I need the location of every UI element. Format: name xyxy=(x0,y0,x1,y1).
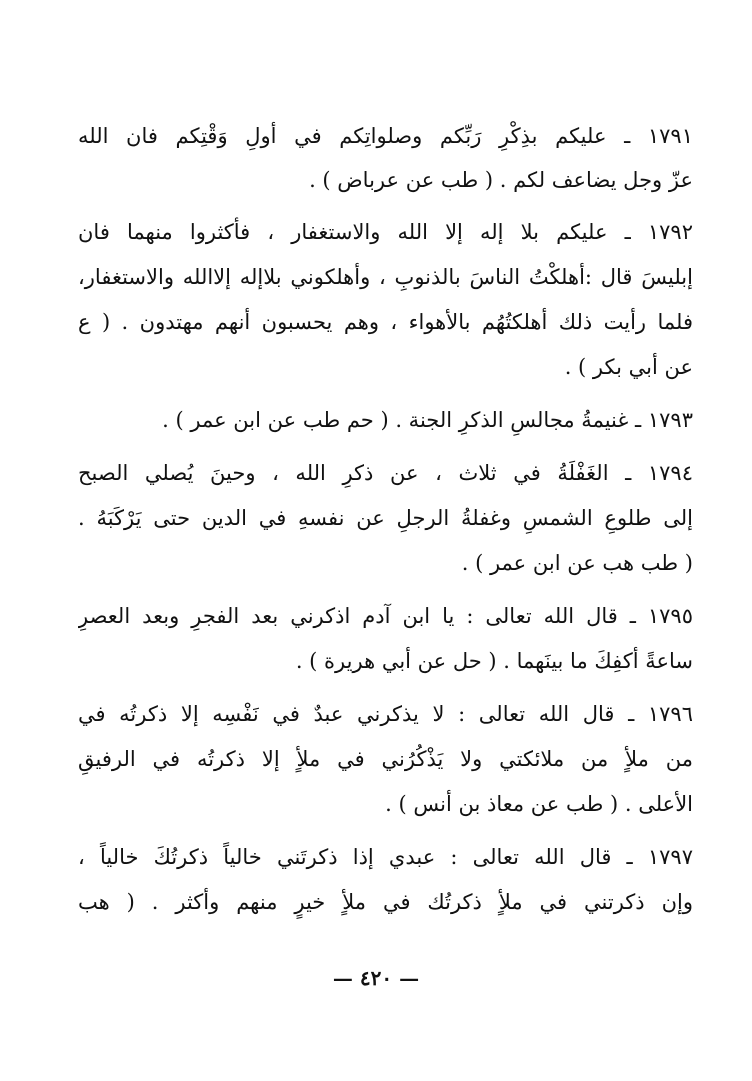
text-line: إلى طلوعِ الشمسِ وغفلةُ الرجلِ عن نفسهِ في الدين حتى يَرْكَبَهُ . xyxy=(78,506,693,530)
hadith-entry-1793 xyxy=(78,398,693,443)
text-line: ١٧٩٥ ـ قال الله تعالى : يا ابن آدم اذكرني بعد الفجرِ وبعد العصرِ xyxy=(78,604,693,628)
text-line: فلما رأيت ذلك أهلكتُهُم بالأهواء ، وهم يحسبون أنهم مهتدون . ( ع xyxy=(78,310,693,334)
hadith-entry-1797 xyxy=(78,835,693,925)
text-line: ١٧٩٤ ـ الغَفْلَةُ في ثلاث ، عن ذكرِ الله ، وحينَ يُصلي الصبح xyxy=(78,461,693,485)
text-line: ١٧٩٣ ـ غنيمةُ مجالسِ الذكرِ الجنة . ( حم طب عن ابن عمر ) . xyxy=(162,408,693,432)
text-line: ١٧٩١ ـ عليكم بذِكْرِ رَبِّكم وصلواتِكم في أولِ وَقْتِكم فان الله xyxy=(78,124,693,148)
hadith-entry-1791 xyxy=(78,114,693,202)
text-line: الأعلى . ( طب عن معاذ بن أنس ) . xyxy=(385,792,693,816)
text-line: ١٧٩٢ ـ عليكم بلا إله إلا الله والاستغفار ، فأكثروا منهما فان xyxy=(78,220,693,244)
text-line: ( طب هب عن ابن عمر ) . xyxy=(461,551,693,575)
text-line: ١٧٩٧ ـ قال الله تعالى : عبدي إذا ذكرتَني خالياً ذكرتُكَ خالياً ، xyxy=(78,845,693,869)
text-line: ١٧٩٦ ـ قال الله تعالى : لا يذكرني عبدٌ في نَفْسِه إلا ذكرتُه في xyxy=(78,702,693,726)
text-line: وإن ذكرتني في ملأٍ ذكرتُك في ملأٍ خيرٍ منهم وأكثر . ( هب xyxy=(78,890,693,914)
hadith-entry-1795 xyxy=(78,594,693,684)
hadith-entry-1796 xyxy=(78,692,693,827)
page-number: — ٤٢٠ — xyxy=(332,966,420,990)
text-line: من ملأٍ من ملائكتي ولا يَذْكُرُني في ملأٍ إلا ذكرتُه في الرفيقِ xyxy=(78,747,693,771)
text-line: عن أبي بكر ) . xyxy=(564,355,693,379)
text-line: ساعةً أكفِكَ ما بينَهما . ( حل عن أبي هريرة ) . xyxy=(295,649,693,673)
text-line: عزّ وجل يضاعف لكم . ( طب عن عرباض ) . xyxy=(309,168,693,192)
hadith-entry-1794 xyxy=(78,451,693,586)
page-text-body xyxy=(78,114,693,933)
hadith-entry-1792 xyxy=(78,210,693,390)
text-line: إبليسَ قال :أهلكْتُ الناسَ بالذنوبِ ، وأهلكوني بلاإله إلاالله والاستغفار، xyxy=(78,265,693,289)
